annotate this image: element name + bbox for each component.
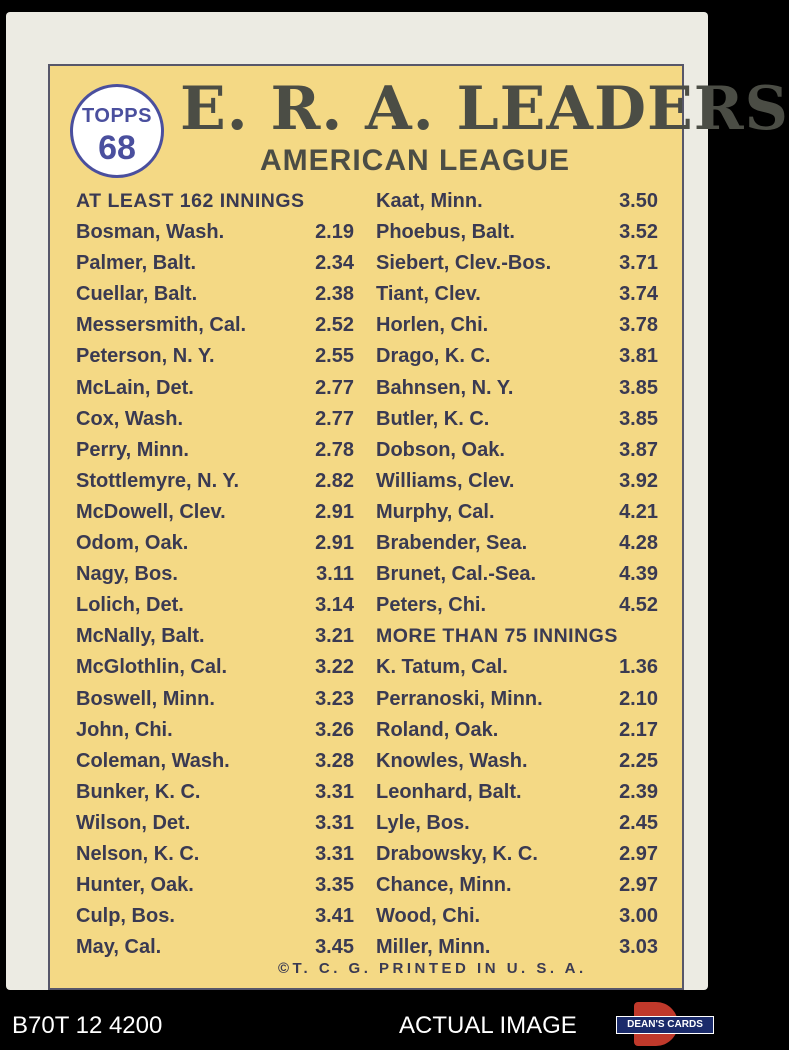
pitcher-name: Bahnsen, N. Y. <box>376 376 514 399</box>
left-stat-column <box>76 186 354 963</box>
pitcher-name: K. Tatum, Cal. <box>376 656 508 679</box>
era-value: 3.21 <box>315 625 354 648</box>
era-value: 2.25 <box>619 749 658 772</box>
stat-row <box>76 901 354 932</box>
badge-number: 68 <box>98 129 136 167</box>
card-title: E. R. A. LEADERS <box>180 74 789 144</box>
era-value: 3.11 <box>316 563 354 586</box>
era-value: 2.91 <box>315 500 354 523</box>
era-value: 3.03 <box>619 936 658 959</box>
stat-row <box>76 652 354 683</box>
pitcher-name: Bunker, K. C. <box>76 780 201 803</box>
stat-row <box>76 684 354 715</box>
era-value: 2.45 <box>619 811 658 834</box>
pitcher-name: McLain, Det. <box>76 376 194 399</box>
stat-row <box>76 466 354 497</box>
era-value: 2.97 <box>619 842 658 865</box>
era-value: 3.50 <box>619 190 658 212</box>
stat-row <box>376 808 658 839</box>
stat-row <box>76 373 354 404</box>
era-value: 3.78 <box>619 314 658 337</box>
era-value: 2.52 <box>315 314 354 337</box>
pitcher-name: Siebert, Clev.-Bos. <box>376 252 552 275</box>
actual-image-label: ACTUAL IMAGE <box>399 1012 577 1039</box>
era-value: 3.85 <box>619 407 658 430</box>
stat-row <box>76 870 354 901</box>
era-value: 4.39 <box>619 563 658 586</box>
era-value: 1.36 <box>619 656 658 679</box>
stat-row <box>76 341 354 372</box>
stat-row <box>376 839 658 870</box>
era-value: 3.23 <box>315 687 354 710</box>
pitcher-name: Peterson, N. Y. <box>76 345 215 368</box>
pitcher-name: Nagy, Bos. <box>76 563 178 586</box>
era-value: 2.91 <box>315 532 354 555</box>
stat-row <box>376 279 658 310</box>
stat-row <box>76 248 354 279</box>
card-face <box>48 64 789 990</box>
stat-row <box>76 279 354 310</box>
pitcher-name: Butler, K. C. <box>376 407 490 430</box>
era-value: 3.22 <box>315 656 354 679</box>
pitcher-name: Lyle, Bos. <box>376 811 470 834</box>
stat-row <box>376 435 658 466</box>
era-value: 3.26 <box>315 718 354 741</box>
era-value: 3.31 <box>315 780 354 803</box>
stat-row <box>76 746 354 777</box>
pitcher-name: Lolich, Det. <box>76 594 184 617</box>
era-value: 3.52 <box>619 221 658 244</box>
era-value: 4.21 <box>619 500 658 523</box>
pitcher-name: Dobson, Oak. <box>376 438 505 461</box>
pitcher-name: Hunter, Oak. <box>76 874 194 897</box>
card-stock <box>6 12 789 990</box>
pitcher-name: Perry, Minn. <box>76 438 189 461</box>
era-value: 4.28 <box>619 532 658 555</box>
pitcher-name: McGlothlin, Cal. <box>76 656 228 679</box>
era-value: 2.17 <box>619 718 658 741</box>
stat-row <box>76 839 354 870</box>
era-value: 3.85 <box>619 376 658 399</box>
era-value: 3.00 <box>619 905 658 928</box>
pitcher-name: John, Chi. <box>76 718 173 741</box>
era-value: 2.38 <box>315 283 354 306</box>
era-value: 3.81 <box>619 345 658 368</box>
stat-row <box>376 715 658 746</box>
left-column-header: AT LEAST 162 INNINGS <box>76 190 305 212</box>
stat-row <box>376 528 658 559</box>
era-value: 2.77 <box>315 407 354 430</box>
stat-row <box>76 808 354 839</box>
stat-row <box>376 248 658 279</box>
pitcher-name: Perranoski, Minn. <box>376 687 543 710</box>
era-value: 3.31 <box>315 811 354 834</box>
pitcher-name: McDowell, Clev. <box>76 500 226 523</box>
pitcher-name: Horlen, Chi. <box>376 314 489 337</box>
stat-row <box>76 777 354 808</box>
stat-row <box>376 777 658 808</box>
stat-row <box>376 684 658 715</box>
stat-row <box>376 746 658 777</box>
pitcher-name: Leonhard, Balt. <box>376 780 522 803</box>
stat-row <box>376 186 658 217</box>
era-value: 2.19 <box>315 221 354 244</box>
logo-text: DEAN'S CARDS <box>616 1016 714 1034</box>
era-value: 2.55 <box>315 345 354 368</box>
stat-row <box>76 310 354 341</box>
cert-number: B70T 12 4200 <box>12 1012 163 1039</box>
era-value: 2.39 <box>619 780 658 803</box>
pitcher-name: Kaat, Minn. <box>376 190 483 212</box>
pitcher-name: Nelson, K. C. <box>76 842 200 865</box>
era-value: 4.52 <box>619 594 658 617</box>
pitcher-name: Wilson, Det. <box>76 811 191 834</box>
era-value: 2.10 <box>619 687 658 710</box>
pitcher-name: Cuellar, Balt. <box>76 283 198 306</box>
copyright-line: ©T. C. G. PRINTED IN U. S. A. <box>278 960 587 977</box>
stat-row <box>76 715 354 746</box>
stat-row <box>76 621 354 652</box>
pitcher-name: Phoebus, Balt. <box>376 221 515 244</box>
stat-row <box>76 497 354 528</box>
pitcher-name: Brabender, Sea. <box>376 532 528 555</box>
stat-row <box>76 217 354 248</box>
pitcher-name: Murphy, Cal. <box>376 500 495 523</box>
pitcher-name: Culp, Bos. <box>76 905 175 928</box>
badge-brand: TOPPS <box>82 105 152 127</box>
stat-row <box>376 932 658 963</box>
stat-row <box>376 652 658 683</box>
pitcher-name: McNally, Balt. <box>76 625 205 648</box>
right-stat-column <box>376 186 658 963</box>
stat-row <box>376 217 658 248</box>
era-value: 2.34 <box>315 252 354 275</box>
pitcher-name: Williams, Clev. <box>376 469 515 492</box>
stat-row <box>376 404 658 435</box>
stat-row <box>376 466 658 497</box>
era-value: 3.31 <box>315 842 354 865</box>
stat-row <box>76 932 354 963</box>
era-value: 3.14 <box>315 594 354 617</box>
stat-row <box>376 559 658 590</box>
stat-row <box>76 435 354 466</box>
era-value: 3.35 <box>315 874 354 897</box>
pitcher-name: Brunet, Cal.-Sea. <box>376 563 537 586</box>
era-value: 3.71 <box>619 252 658 275</box>
stat-row <box>376 901 658 932</box>
stat-row <box>76 559 354 590</box>
pitcher-name: Miller, Minn. <box>376 936 491 959</box>
card-subtitle: AMERICAN LEAGUE <box>259 144 570 177</box>
stat-row <box>76 404 354 435</box>
pitcher-name: Coleman, Wash. <box>76 749 230 772</box>
pitcher-name: May, Cal. <box>76 936 162 959</box>
pitcher-name: Wood, Chi. <box>376 905 481 928</box>
pitcher-name: Boswell, Minn. <box>76 687 215 710</box>
deans-cards-logo <box>616 1002 714 1046</box>
pitcher-name: Messersmith, Cal. <box>76 314 247 337</box>
stat-row <box>76 528 354 559</box>
stat-row <box>376 870 658 901</box>
pitcher-name: Peters, Chi. <box>376 594 487 617</box>
era-value: 2.97 <box>619 874 658 897</box>
card-number-badge <box>70 84 164 178</box>
era-value: 3.41 <box>315 905 354 928</box>
right-column-header: MORE THAN 75 INNINGS <box>376 625 618 648</box>
era-value: 3.92 <box>619 469 658 492</box>
pitcher-name: Drabowsky, K. C. <box>376 842 538 865</box>
stat-row <box>376 497 658 528</box>
stat-row <box>376 590 658 621</box>
era-value: 2.78 <box>315 438 354 461</box>
pitcher-name: Stottlemyre, N. Y. <box>76 469 240 492</box>
pitcher-name: Roland, Oak. <box>376 718 499 741</box>
pitcher-name: Palmer, Balt. <box>76 252 197 275</box>
era-value: 3.87 <box>619 438 658 461</box>
pitcher-name: Tiant, Clev. <box>376 283 481 306</box>
stat-row <box>376 310 658 341</box>
pitcher-name: Bosman, Wash. <box>76 221 225 244</box>
stat-row <box>376 341 658 372</box>
era-value: 3.45 <box>315 936 354 959</box>
era-value: 3.28 <box>315 749 354 772</box>
pitcher-name: Drago, K. C. <box>376 345 491 368</box>
era-value: 2.77 <box>315 376 354 399</box>
pitcher-name: Knowles, Wash. <box>376 749 528 772</box>
era-value: 2.82 <box>315 469 354 492</box>
stat-row <box>76 590 354 621</box>
pitcher-name: Cox, Wash. <box>76 407 184 430</box>
stat-row <box>376 373 658 404</box>
pitcher-name: Chance, Minn. <box>376 874 512 897</box>
pitcher-name: Odom, Oak. <box>76 532 189 555</box>
era-value: 3.74 <box>619 283 658 306</box>
